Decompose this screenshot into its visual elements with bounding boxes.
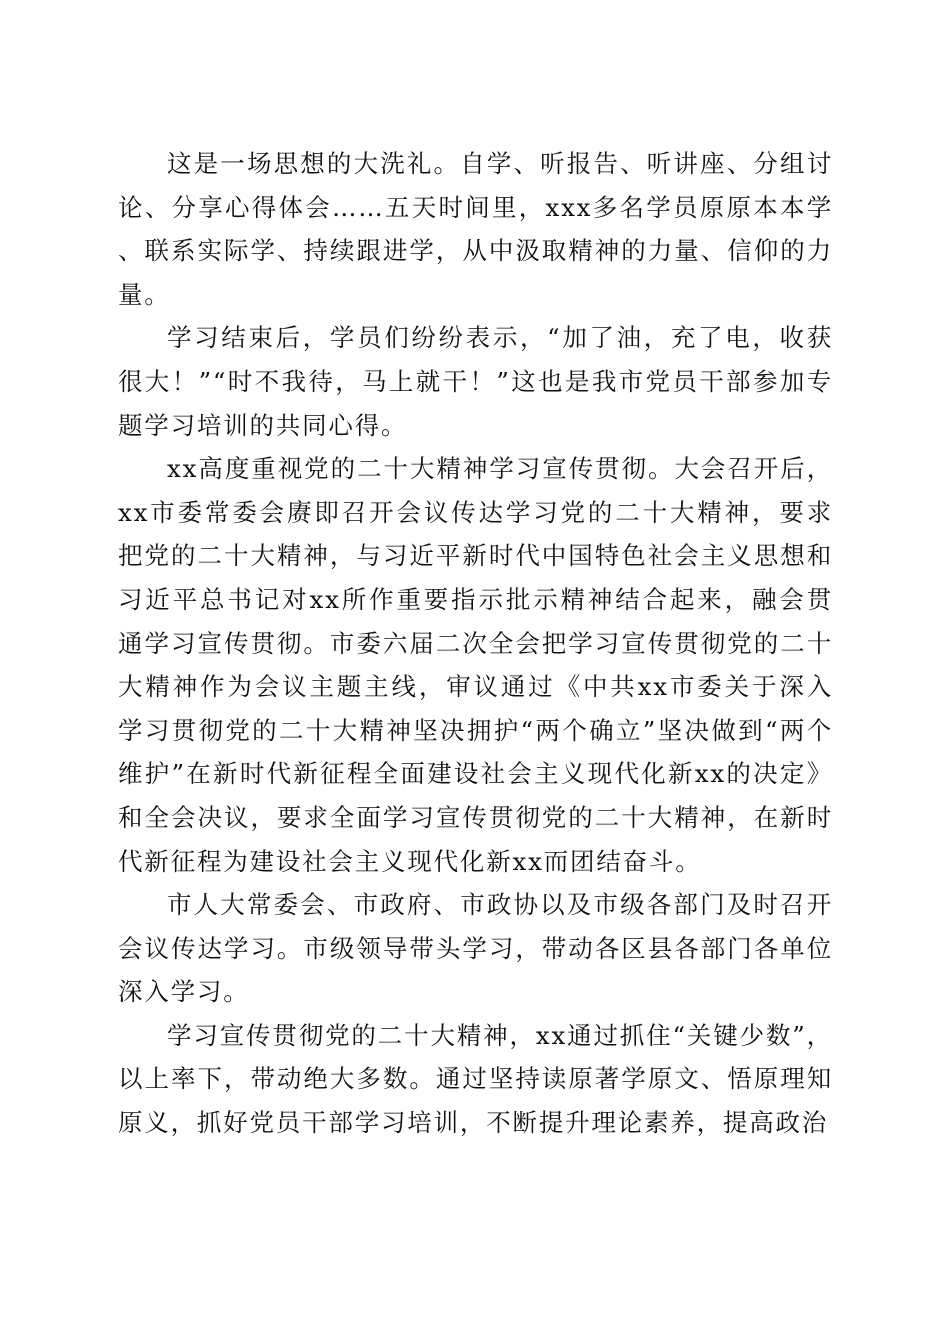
paragraph-thought-baptism: 这是一场思想的大洗礼。自学、听报告、听讲座、分组讨论、分享心得体会……五天时间里，xxx多名学员原原本本学、联系实际学、持续跟进学，从中汲取精神的力量、信仰的力量。	[118, 149, 833, 309]
paragraph-after-study: 学习结束后，学员们纷纷表示，“加了油，充了电，收获很大！”“时不我待，马上就干！”这也是我市党员干部参加专题学习培训的共同心得。	[118, 323, 833, 440]
paragraph-key-minority: 学习宣传贯彻党的二十大精神，xx通过抓住“关键少数”，以上率下，带动绝大多数。通过坚持读原著学原文、悟原理知原义，抓好党员干部学习培训，不断提升理论素养，提高政治	[118, 1020, 833, 1138]
document-body	[118, 142, 833, 1145]
paragraph-municipal-committee: xx高度重视党的二十大精神学习宣传贯彻。大会召开后，xx市委常委会赓即召开会议传达学习党的二十大精神，要求把党的二十大精神，与习近平新时代中国特色社会主义思想和习近平总书记对xx所作重要指示批示精神结合起来，融会贯通学习宣传贯彻。市委六届二次全会把学习宣传贯彻党的二十大精神作为会议主题主线，审议通过《中共xx市委关于深入学习贯彻党的二十大精神坚决拥护“两个确立”坚决做到“两个维护”在新时代新征程全面建设社会主义现代化新xx的决定》和全会决议，要求全面学习宣传贯彻党的二十大精神，在新时代新征程为建设社会主义现代化新xx而团结奋斗。	[118, 454, 833, 876]
paragraph-city-departments: 市人大常委会、市政府、市政协以及市级各部门及时召开会议传达学习。市级领导带头学习，带动各区县各部门各单位深入学习。	[118, 890, 833, 1007]
